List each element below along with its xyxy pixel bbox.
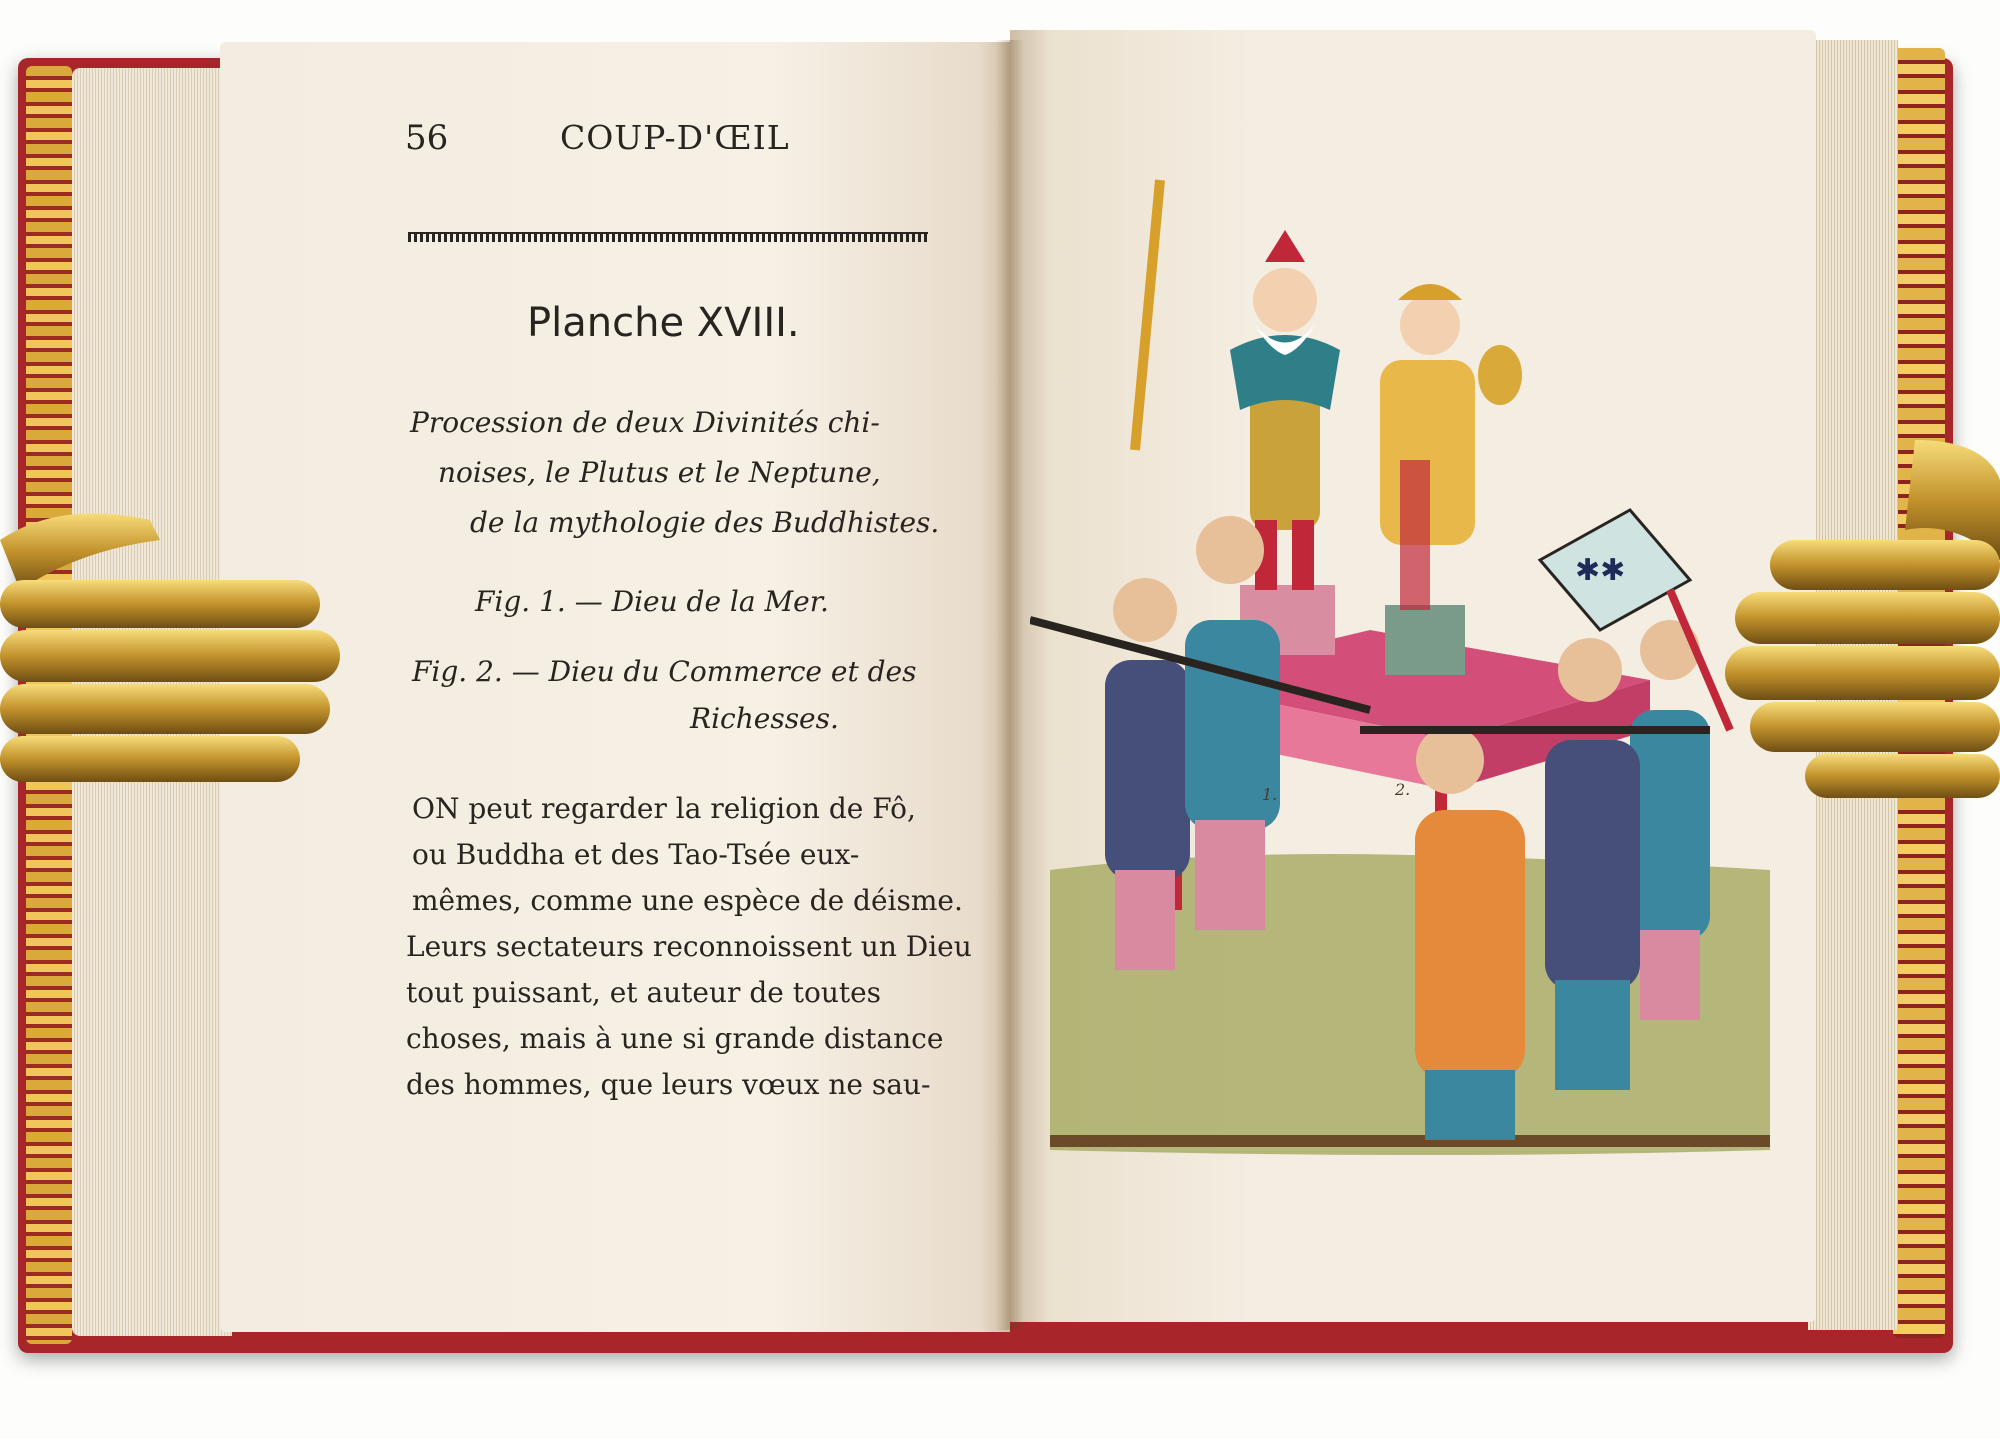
figure-2-caption-line-1: Fig. 2. — Dieu du Commerce et des bbox=[412, 655, 917, 688]
body-line-4: Leurs sectateurs reconnoissent un Dieu bbox=[406, 930, 972, 963]
brass-hand-right bbox=[1715, 440, 2000, 840]
body-line-2: ou Buddha et des Tao-Tsée eux- bbox=[412, 838, 860, 871]
page-number: 56 bbox=[405, 118, 449, 158]
book-gutter bbox=[996, 40, 1024, 1330]
plate-title: Planche XVIII. bbox=[527, 300, 800, 346]
pedestal-2 bbox=[1385, 605, 1465, 675]
caption-line-3: de la mythologie des Buddhistes. bbox=[470, 506, 940, 539]
body-line-3: mêmes, comme une espèce de déisme. bbox=[412, 884, 963, 917]
body-line-5: tout puissant, et auteur de toutes bbox=[406, 976, 882, 1009]
body-line-6: choses, mais à une si grande distance bbox=[406, 1022, 944, 1055]
deity-2-god-of-commerce bbox=[1380, 284, 1522, 610]
procession-illustration bbox=[1030, 150, 1790, 1200]
figure-label-1: 1. bbox=[1262, 785, 1278, 804]
ground-baseline bbox=[1050, 1135, 1770, 1147]
running-head: COUP-D'ŒIL bbox=[560, 118, 790, 157]
figure-label-2: 2. bbox=[1395, 780, 1411, 799]
caption-line-1: Procession de deux Divinités chi- bbox=[410, 406, 880, 439]
svg-text:✱✱: ✱✱ bbox=[1575, 553, 1626, 588]
figure-2-caption-line-2: Richesses. bbox=[690, 702, 839, 735]
figure-1-caption: Fig. 1. — Dieu de la Mer. bbox=[475, 585, 829, 618]
ornamental-rule bbox=[408, 232, 928, 242]
caption-line-2: noises, le Plutus et le Neptune, bbox=[438, 456, 881, 489]
body-line-7: des hommes, que leurs vœux ne sau- bbox=[406, 1068, 931, 1101]
brass-hand-left bbox=[0, 480, 350, 810]
body-line-1: ON peut regarder la religion de Fô, bbox=[412, 792, 916, 825]
porter-right-front bbox=[1415, 726, 1525, 1140]
